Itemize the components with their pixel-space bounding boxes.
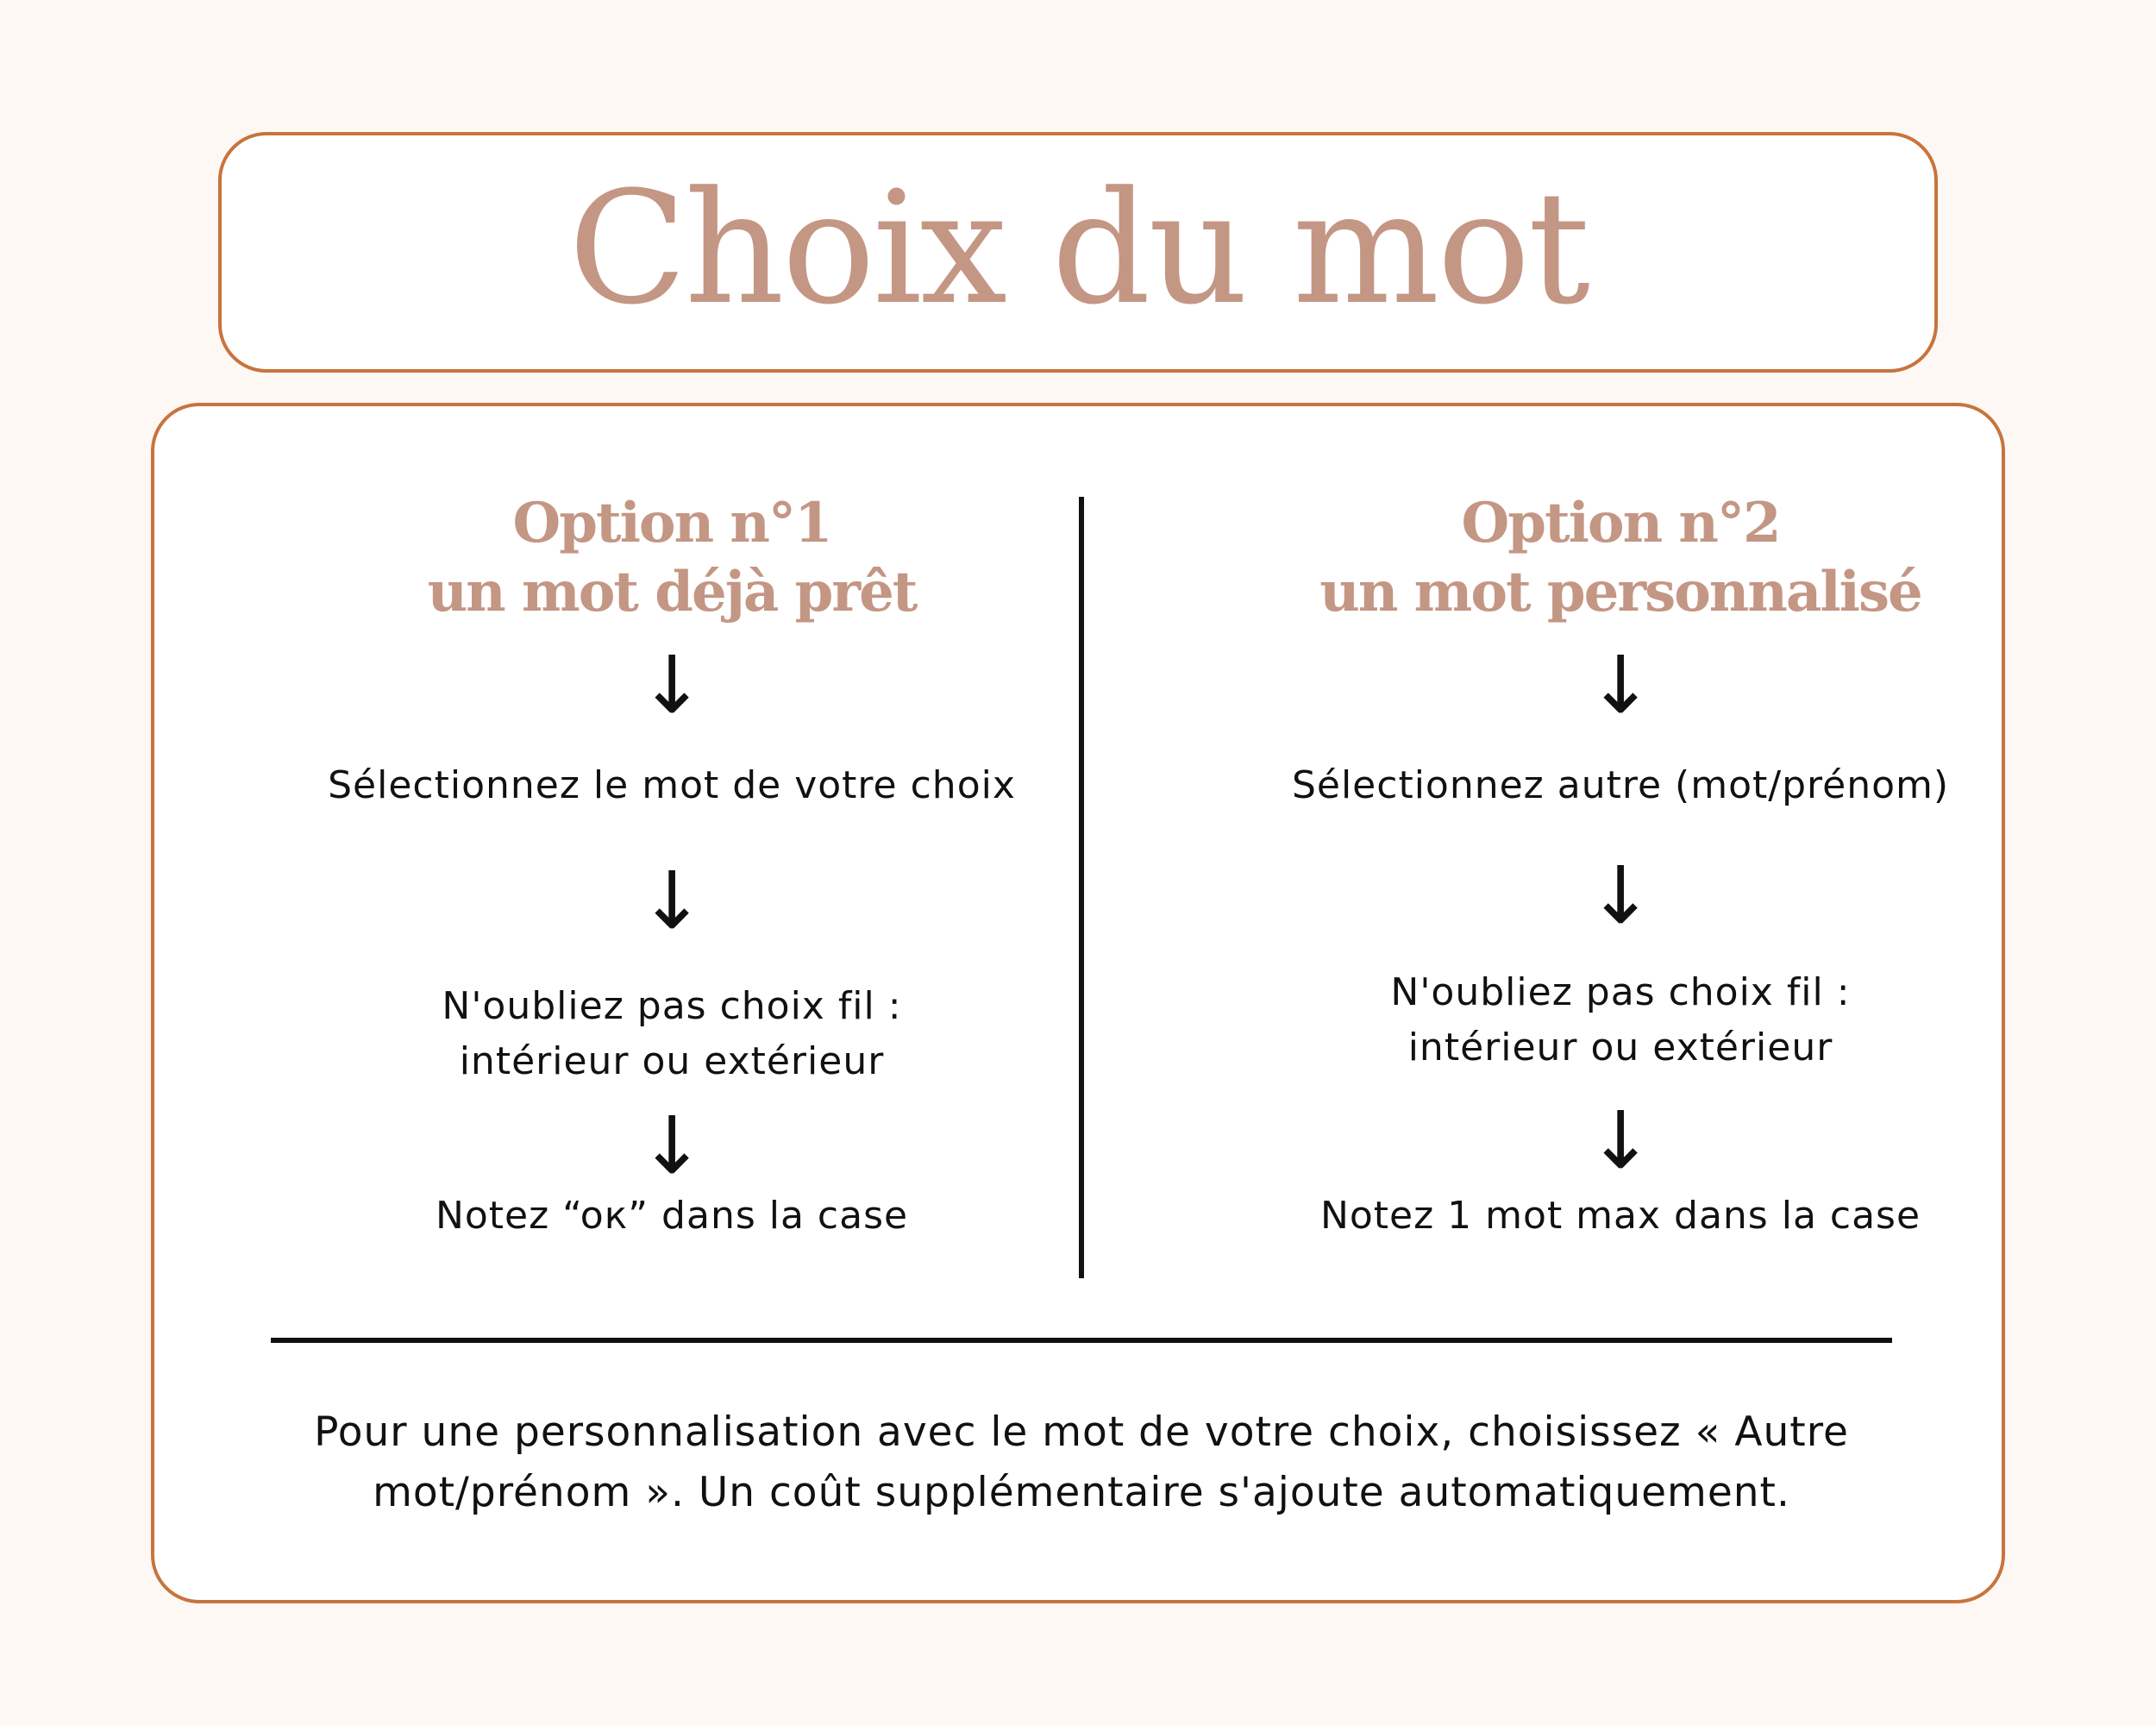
footer-line-1: Pour une personnalisation avec le mot de votre choix, choisissez « Autre [314,1408,1849,1456]
option-2-subtitle: un mot personnalisé [1319,560,1921,624]
option-2-step-thread [1100,965,2140,1076]
option-1-step-select: Sélectionnez le mot de votre choix [328,763,1016,807]
down-arrow-icon: ↓ [1587,639,1654,731]
title-box [218,132,1938,373]
option-1-number: Option n°1 [512,491,831,555]
down-arrow-icon: ↓ [638,639,705,731]
footer-line-2: mot/prénom ». Un coût supplémentaire s'ajoute automatiquement. [373,1469,1790,1516]
footer-note [241,1402,1922,1523]
option-2-column-content [1100,406,2140,1269]
down-arrow-icon: ↓ [1587,850,1654,942]
down-arrow-icon: ↓ [638,855,705,947]
page-title: Choix du mot [567,158,1589,339]
option-1-thread-line1: N'oubliez pas choix fil : [442,984,902,1028]
option-2-thread-line2: intérieur ou extérieur [1407,1026,1833,1070]
option-2-step-select: Sélectionnez autre (mot/prénom) [1291,763,1950,807]
options-panel [151,403,2005,1603]
down-arrow-icon: ↓ [638,1100,705,1192]
option-1-thread-line2: intérieur ou extérieur [459,1039,885,1083]
option-2-thread-line1: N'oubliez pas choix fil : [1390,970,1851,1014]
down-arrow-icon: ↓ [1587,1095,1654,1187]
option-1-subtitle: un mot déjà prêt [427,560,917,624]
horizontal-divider [271,1338,1892,1343]
option-1-step-note: Notez “oк” dans la case [435,1194,909,1238]
option-2-number: Option n°2 [1461,491,1780,555]
option-2-heading [1100,489,2140,627]
option-2-step-note: Notez 1 mot max dans la case [1319,1194,1921,1238]
